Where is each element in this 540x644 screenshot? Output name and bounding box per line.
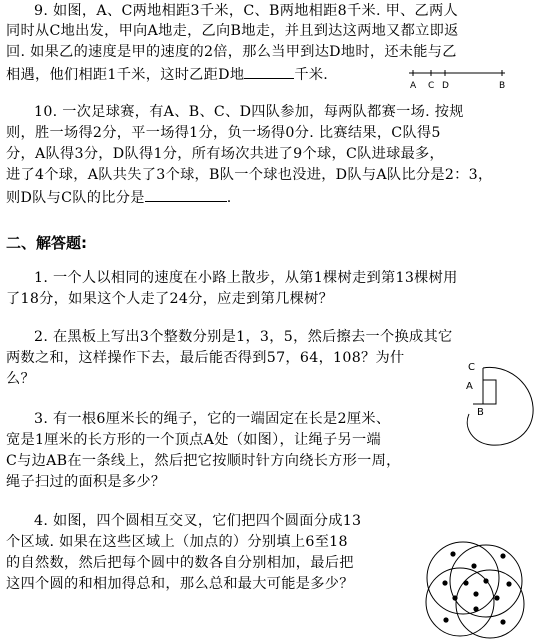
q9-line-diagram [405,64,515,90]
q9-line-3: 回. 如果乙的速度是甲的速度的2倍，那么当甲到达D地时，还未能与乙 [6,44,457,60]
q10-line-4: 进了4个球，A队共失了3个球，B队一个球也没进，D队与A队比分是2：3， [6,167,493,183]
p2-line-3: 么？ [6,371,35,387]
p4-line-2: 个区域. 如果在这些区域上（加点的）分别填上6至18 [6,534,348,550]
p3-line-1: 3. 有一根6厘米长的绳子，它的一端固定在长是2厘米、 [34,411,391,427]
q10-line-5 [6,187,232,207]
q9-label-d: D [442,81,449,90]
p1-line-1: 1. 一个人以相同的速度在小路上散步，从第1棵树走到第13棵树用 [34,270,458,286]
p3-line-2: 宽是1厘米的长方形的一个顶点A处（如图），让绳子另一端 [6,432,381,448]
p2-line-2: 两数之和，这样操作下去，最后能否得到57，64，108？为什 [6,350,405,366]
q9-label-c: C [428,81,435,90]
q10-text: 则D队与C队的比分是 [6,190,145,206]
section-heading: 二、解答题: [6,234,87,252]
p3-label-c: C [468,362,475,373]
q10-line-3: 分，A队得3分，D队得1分，所有场次共进了9个球，C队进球最多， [6,146,445,162]
q10-line-1: 10. 一次足球赛，有A、B、C、D四队参加，每两队都赛一场. 按规 [34,104,464,120]
q10-period: . [226,190,232,206]
q10-line-2: 则，胜一场得2分，平一场得1分，负一场得0分. 比赛结果，C队得5 [6,125,441,141]
p4-line-1: 4. 如图，四个圆相互交叉，它们把四个圆面分成13 [34,513,362,529]
q10-answer-blank [145,187,227,202]
q9-line-4 [6,64,328,84]
p2-line-1: 2. 在黑板上写出3个整数分别是1，3，5，然后擦去一个换成其它 [34,329,453,345]
p4-line-4: 这四个圆的和相加得总和，那么总和最大可能是多少？ [6,576,354,592]
p4-line-3: 的自然数，然后把每个圆中的数各自分别相加，最后把 [6,555,354,571]
p1-line-2: 了18分，如果这个人走了24分，应走到第几棵树？ [6,291,334,307]
q9-label-b: B [499,81,506,90]
p3-label-a: A [466,381,473,392]
q9-label-a: A [410,81,417,90]
q9-answer-blank [244,64,294,79]
p3-label-b: B [477,407,484,418]
p3-line-4: 绳子扫过的面积是多少？ [6,474,166,490]
q9-unit: 千米. [294,67,329,83]
four-circles-diagram [408,536,538,640]
q9-line-1: 9. 如图，A、C两地相距3千米，C、B两地相距8千米. 甲、乙两人 [34,3,459,19]
rope-rectangle-diagram [455,352,540,452]
q9-text: 相遇，他们相距1千米，这时乙距D地 [6,67,245,83]
p3-line-3: C与边AB在一条线上，然后把它按顺时针方向绕长方形一周， [6,453,401,469]
q9-line-2: 同时从C地出发，甲向A地走，乙向B地走，并且到达这两地又都立即返 [6,23,459,39]
